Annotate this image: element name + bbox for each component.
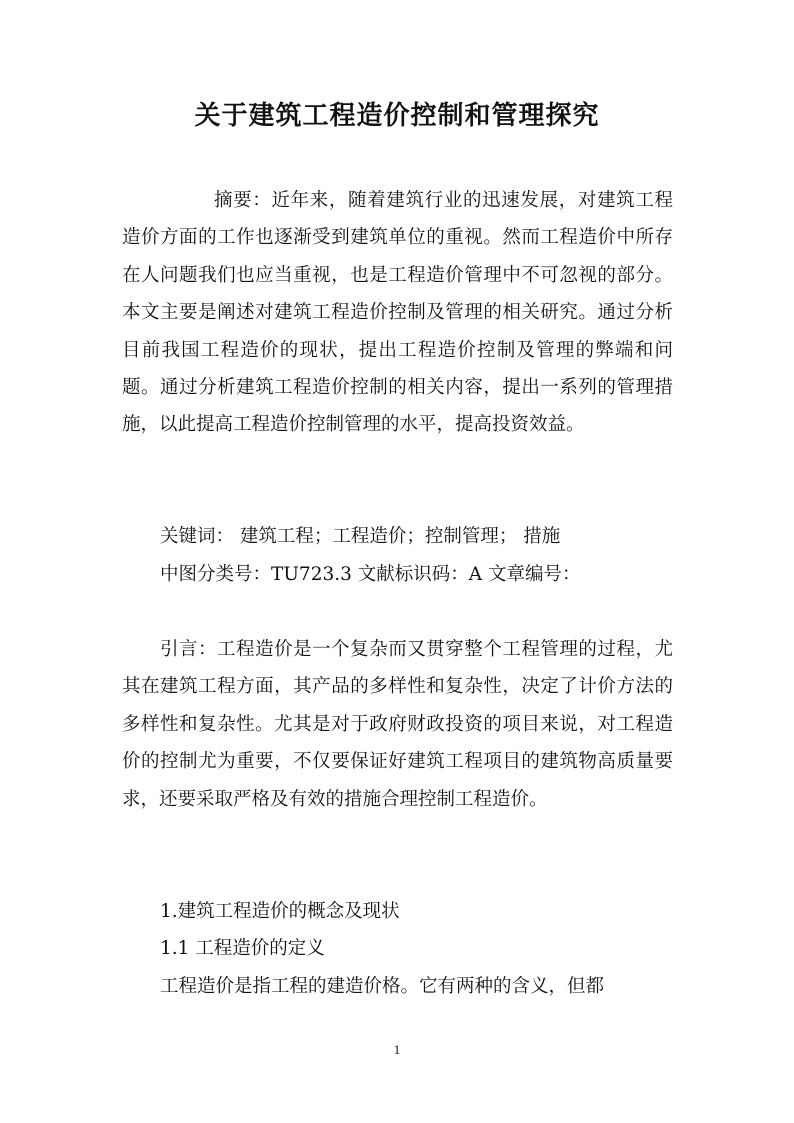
section-heading-1: 1.建筑工程造价的概念及现状 <box>160 901 400 922</box>
paragraph-text: 工程造价是指工程的建造价格。它有两种的含义，但都 <box>160 976 605 997</box>
document-title: 关于建筑工程造价控制和管理探究 <box>194 101 600 131</box>
page-number: 1 <box>393 1042 401 1057</box>
section-heading-1-1: 1.1 工程造价的定义 <box>160 938 325 959</box>
abstract-paragraph: 摘要：近年来，随着建筑行业的迅速发展，对建筑工程造价方面的工作也逐渐受到建筑单位的重视。然而工程造价中所存在人问题我们也应当重视，也是工程造价管理中不可忽视的部分。本文主要是阐述对建筑工程造价控制及管理的相关研究。通过分析目前我国工程造价的现状，提出工程造价控制及管理的弊端和问题。通过分析建筑工程造价控制的相关内容，提出一系列的管理措施，以此提高工程造价控制管理的水平，提高投资效益。 <box>122 190 673 436</box>
keywords-line: 关键词： 建筑工程；工程造价；控制管理； 措施 <box>160 526 561 547</box>
classification-line: 中图分类号：TU723.3 文献标识码：A 文章编号： <box>160 564 581 585</box>
introduction-paragraph: 引言：工程造价是一个复杂而又贯穿整个工程管理的过程，尤其在建筑工程方面，其产品的多样性和复杂性，决定了计价方法的多样性和复杂性。尤其是对于政府财政投资的项目来说，对工程造价的控制尤为重要，不仅要保证好建筑工程项目的建筑物高质量要求，还要采取严格及有效的措施合理控制工程造价。 <box>122 639 673 810</box>
